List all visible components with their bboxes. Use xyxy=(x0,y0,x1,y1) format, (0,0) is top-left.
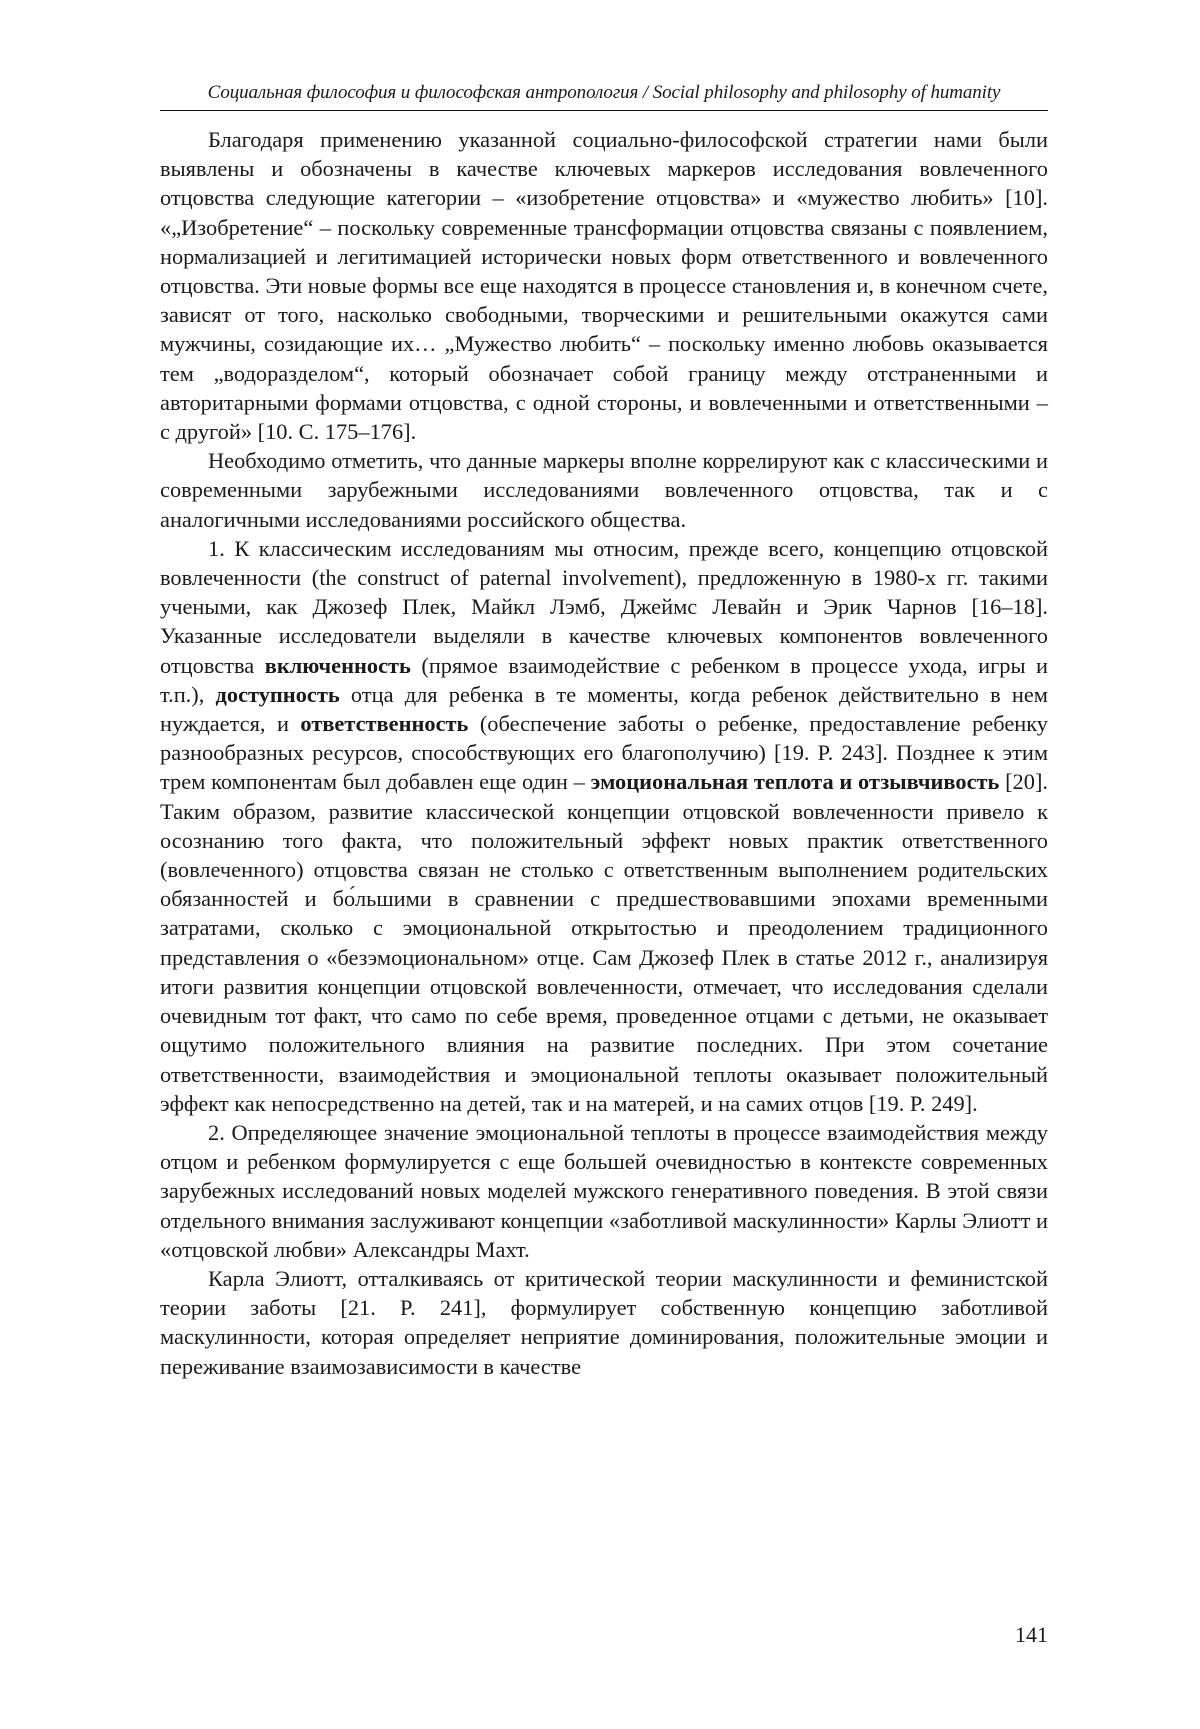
bold-term-warmth: эмоциональная теплота и отзывчивость xyxy=(590,769,1000,795)
text-segment: Благодаря применению указанной социально-философской стратегии нами были выявлены и обозначены в качестве ключевых маркеров исследования вовлеченного отцовства следующие категории – «изобретение отцовства» и «мужество любить» [10]. «„Изобретение“ – поскольку современные трансформации отцовства связаны с появлением, нормализацией и легитимацией исторически новых форм ответственного и вовлеченного отцовства. Эти новые формы все еще находятся в процессе становления и, в конечном счете, зависят от того, насколько свободными, творческими и решительными окажутся сами мужчины, созидающие их… „Мужество любить“ – поскольку именно любовь оказывается тем „водоразделом“, который обозначает собой границу между отстраненными и авторитарными формами отцовства, с одной стороны, и вовлеченными и ответственными – с другой» [10. С. 175–176]. xyxy=(160,127,1048,445)
text-segment: 2. Определяющее значение эмоциональной теплоты в процессе взаимодействия между отцом и ребенком формулируется с еще большей очевидностью в контексте современных зарубежных исследований новых моделей мужского генеративного поведения. В этой связи отдельного внимания заслуживают концепции «заботливой маскулинности» Карлы Элиотт и «отцовской любви» Александры Махт. xyxy=(160,1119,1048,1262)
text-segment: отца для ребенка в те моменты, когда ребенок действительно в нем нуждается, и xyxy=(160,681,1048,737)
article-body xyxy=(160,125,1048,1381)
paragraph-2 xyxy=(160,446,1048,534)
running-header: Социальная философия и философская антропология / Social philosophy and philosophy of humanity xyxy=(160,80,1048,111)
text-segment: Карла Элиотт, отталкиваясь от критической теории маскулинности и феминистской теории заботы [21. P. 241], формулирует собственную концепцию заботливой маскулинности, которая определяет неприятие доминирования, положительные эмоции и переживание взаимозависимости в качестве xyxy=(160,1265,1048,1379)
text-segment: Необходимо отметить, что данные маркеры вполне коррелируют как с классическими и современными зарубежными исследованиями вовлеченного отцовства, так и с аналогичными исследованиями российского общества. xyxy=(160,448,1048,532)
text-segment: (обеспечение заботы о ребенке, предоставление ребенку разнообразных ресурсов, способствующих его благополучию) [19. P. 243]. Позднее к этим трем компонентам был добавлен еще один – xyxy=(160,711,1048,795)
text-segment: [20]. Таким образом, развитие классической концепции отцовской вовлеченности привело к осознанию того факта, что положительный эффект новых практик ответственного (вовлеченного) отцовства связан не столько с ответственным выполнением родительских обязанностей и бо́льшими в сравнении с предшествовавшими эпохами временными затратами, сколько с эмоциональной открытостью и преодолением традиционного представления о «безэмоциональном» отце. Сам Джозеф Плек в статье 2012 г., анализируя итоги развития концепции отцовской вовлеченности, отмечает, что исследования сделали очевидным тот факт, что само по себе время, проведенное отцами с детьми, не оказывает ощутимо положительного влияния на развитие последних. При этом сочетание ответственности, взаимодействия и эмоциональной теплоты оказывает положительный эффект как непосредственно на детей, так и на матерей, и на самих отцов [19. P. 249]. xyxy=(160,769,1049,1116)
page xyxy=(160,80,1048,1381)
bold-term-inclusion: включенность xyxy=(264,652,411,678)
bold-term-responsibility: ответственность xyxy=(300,711,469,737)
paragraph-1 xyxy=(160,125,1048,446)
bold-term-accessibility: доступность xyxy=(215,681,340,707)
paragraph-5 xyxy=(160,1264,1048,1381)
text-segment: (прямое взаимодействие с ребенком в процессе ухода, игры и т.п.), xyxy=(160,652,1049,707)
paragraph-3 xyxy=(160,534,1048,1118)
paragraph-4 xyxy=(160,1118,1048,1264)
page-number: 141 xyxy=(1015,1622,1048,1647)
text-segment: 1. К классическим исследованиям мы относим, прежде всего, концепцию отцовской вовлеченности (the construct of paternal involvement), предложенную в 1980-х гг. такими учеными, как Джозеф Плек, Майкл Лэмб, Джеймс Левайн и Эрик Чарнов [16–18]. Указанные исследователи выделяли в качестве ключевых компонентов вовлеченного отцовства xyxy=(160,535,1048,678)
